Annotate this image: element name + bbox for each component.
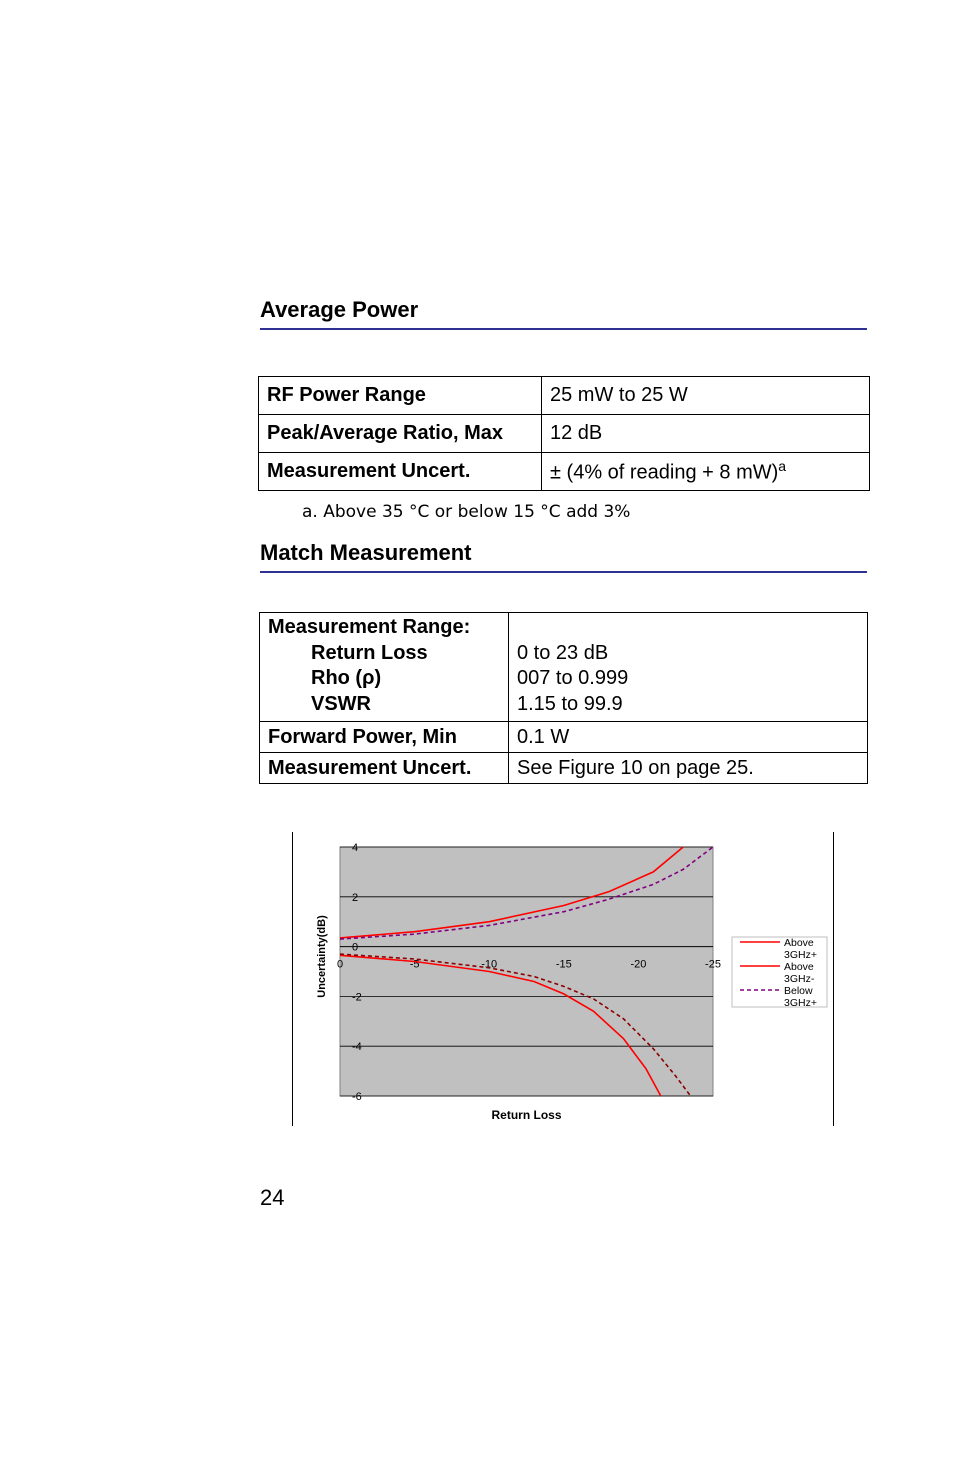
range-item-label: VSWR — [311, 692, 371, 715]
table-row — [260, 753, 868, 784]
table-row — [260, 722, 868, 753]
spec-label: Measurement Uncert. — [260, 753, 509, 784]
spec-value — [542, 453, 870, 491]
range-item-value: 0 to 23 dB — [517, 641, 609, 664]
x-tick-label: -25 — [705, 958, 721, 971]
x-tick-label: -5 — [409, 958, 420, 971]
x-tick-label: -10 — [481, 958, 498, 971]
x-tick-label: 0 — [336, 958, 344, 971]
legend-label: 3GHz+ — [784, 997, 817, 1009]
footnote: a. Above 35 °C or below 15 °C add 3% — [302, 502, 631, 522]
spec-value: See Figure 10 on page 25. — [509, 753, 868, 784]
table-row — [259, 415, 870, 453]
x-tick-label: -20 — [630, 958, 647, 971]
x-axis-label: Return Loss — [491, 1108, 562, 1122]
match-measurement-table — [259, 612, 868, 784]
spec-label: Peak/Average Ratio, Max — [259, 415, 542, 453]
page-number: 24 — [260, 1185, 285, 1210]
legend-label: Below — [784, 985, 813, 997]
spec-value: 0.1 W — [509, 722, 868, 753]
range-item-label: Return Loss — [311, 641, 428, 664]
legend-label: Above — [784, 961, 814, 973]
legend-label: 3GHz- — [784, 973, 815, 985]
table-row — [260, 613, 868, 722]
spec-label: RF Power Range — [259, 377, 542, 415]
spec-value: 25 mW to 25 W — [542, 377, 870, 415]
legend-label: Above — [784, 937, 814, 949]
y-tick-label: -4 — [352, 1041, 362, 1054]
footnote-marker: a — [778, 458, 787, 475]
range-heading: Measurement Range: — [268, 616, 471, 638]
average-power-heading: Average Power — [260, 298, 867, 330]
range-item-label: Rho (ρ) — [311, 667, 382, 689]
table-row — [259, 453, 870, 491]
y-axis-label: Uncertainty(dB) — [316, 915, 328, 998]
match-measurement-heading: Match Measurement — [260, 541, 867, 573]
range-item-value: 1.15 to 99.9 — [517, 692, 623, 715]
table-row — [259, 377, 870, 415]
y-tick-label: 4 — [352, 842, 359, 854]
spec-value: 12 dB — [542, 415, 870, 453]
figure-frame — [292, 832, 834, 1126]
legend-label: 3GHz+ — [784, 949, 817, 961]
spec-label: Measurement Uncert. — [259, 453, 542, 491]
measurement-range-values — [509, 613, 868, 722]
y-tick-label: 0 — [352, 941, 359, 954]
spec-value-text: ± (4% of reading + 8 mW) — [550, 461, 779, 484]
range-item-value: 007 to 0.999 — [517, 667, 629, 689]
y-tick-label: -2 — [352, 991, 362, 1004]
measurement-range-label — [260, 613, 509, 722]
x-tick-label: -15 — [555, 958, 572, 971]
y-tick-label: 2 — [352, 891, 359, 904]
uncertainty-chart — [293, 832, 833, 1126]
average-power-table — [258, 376, 870, 491]
plot-area — [340, 847, 713, 1096]
spec-label: Forward Power, Min — [260, 722, 509, 753]
y-tick-label: -6 — [352, 1091, 362, 1103]
